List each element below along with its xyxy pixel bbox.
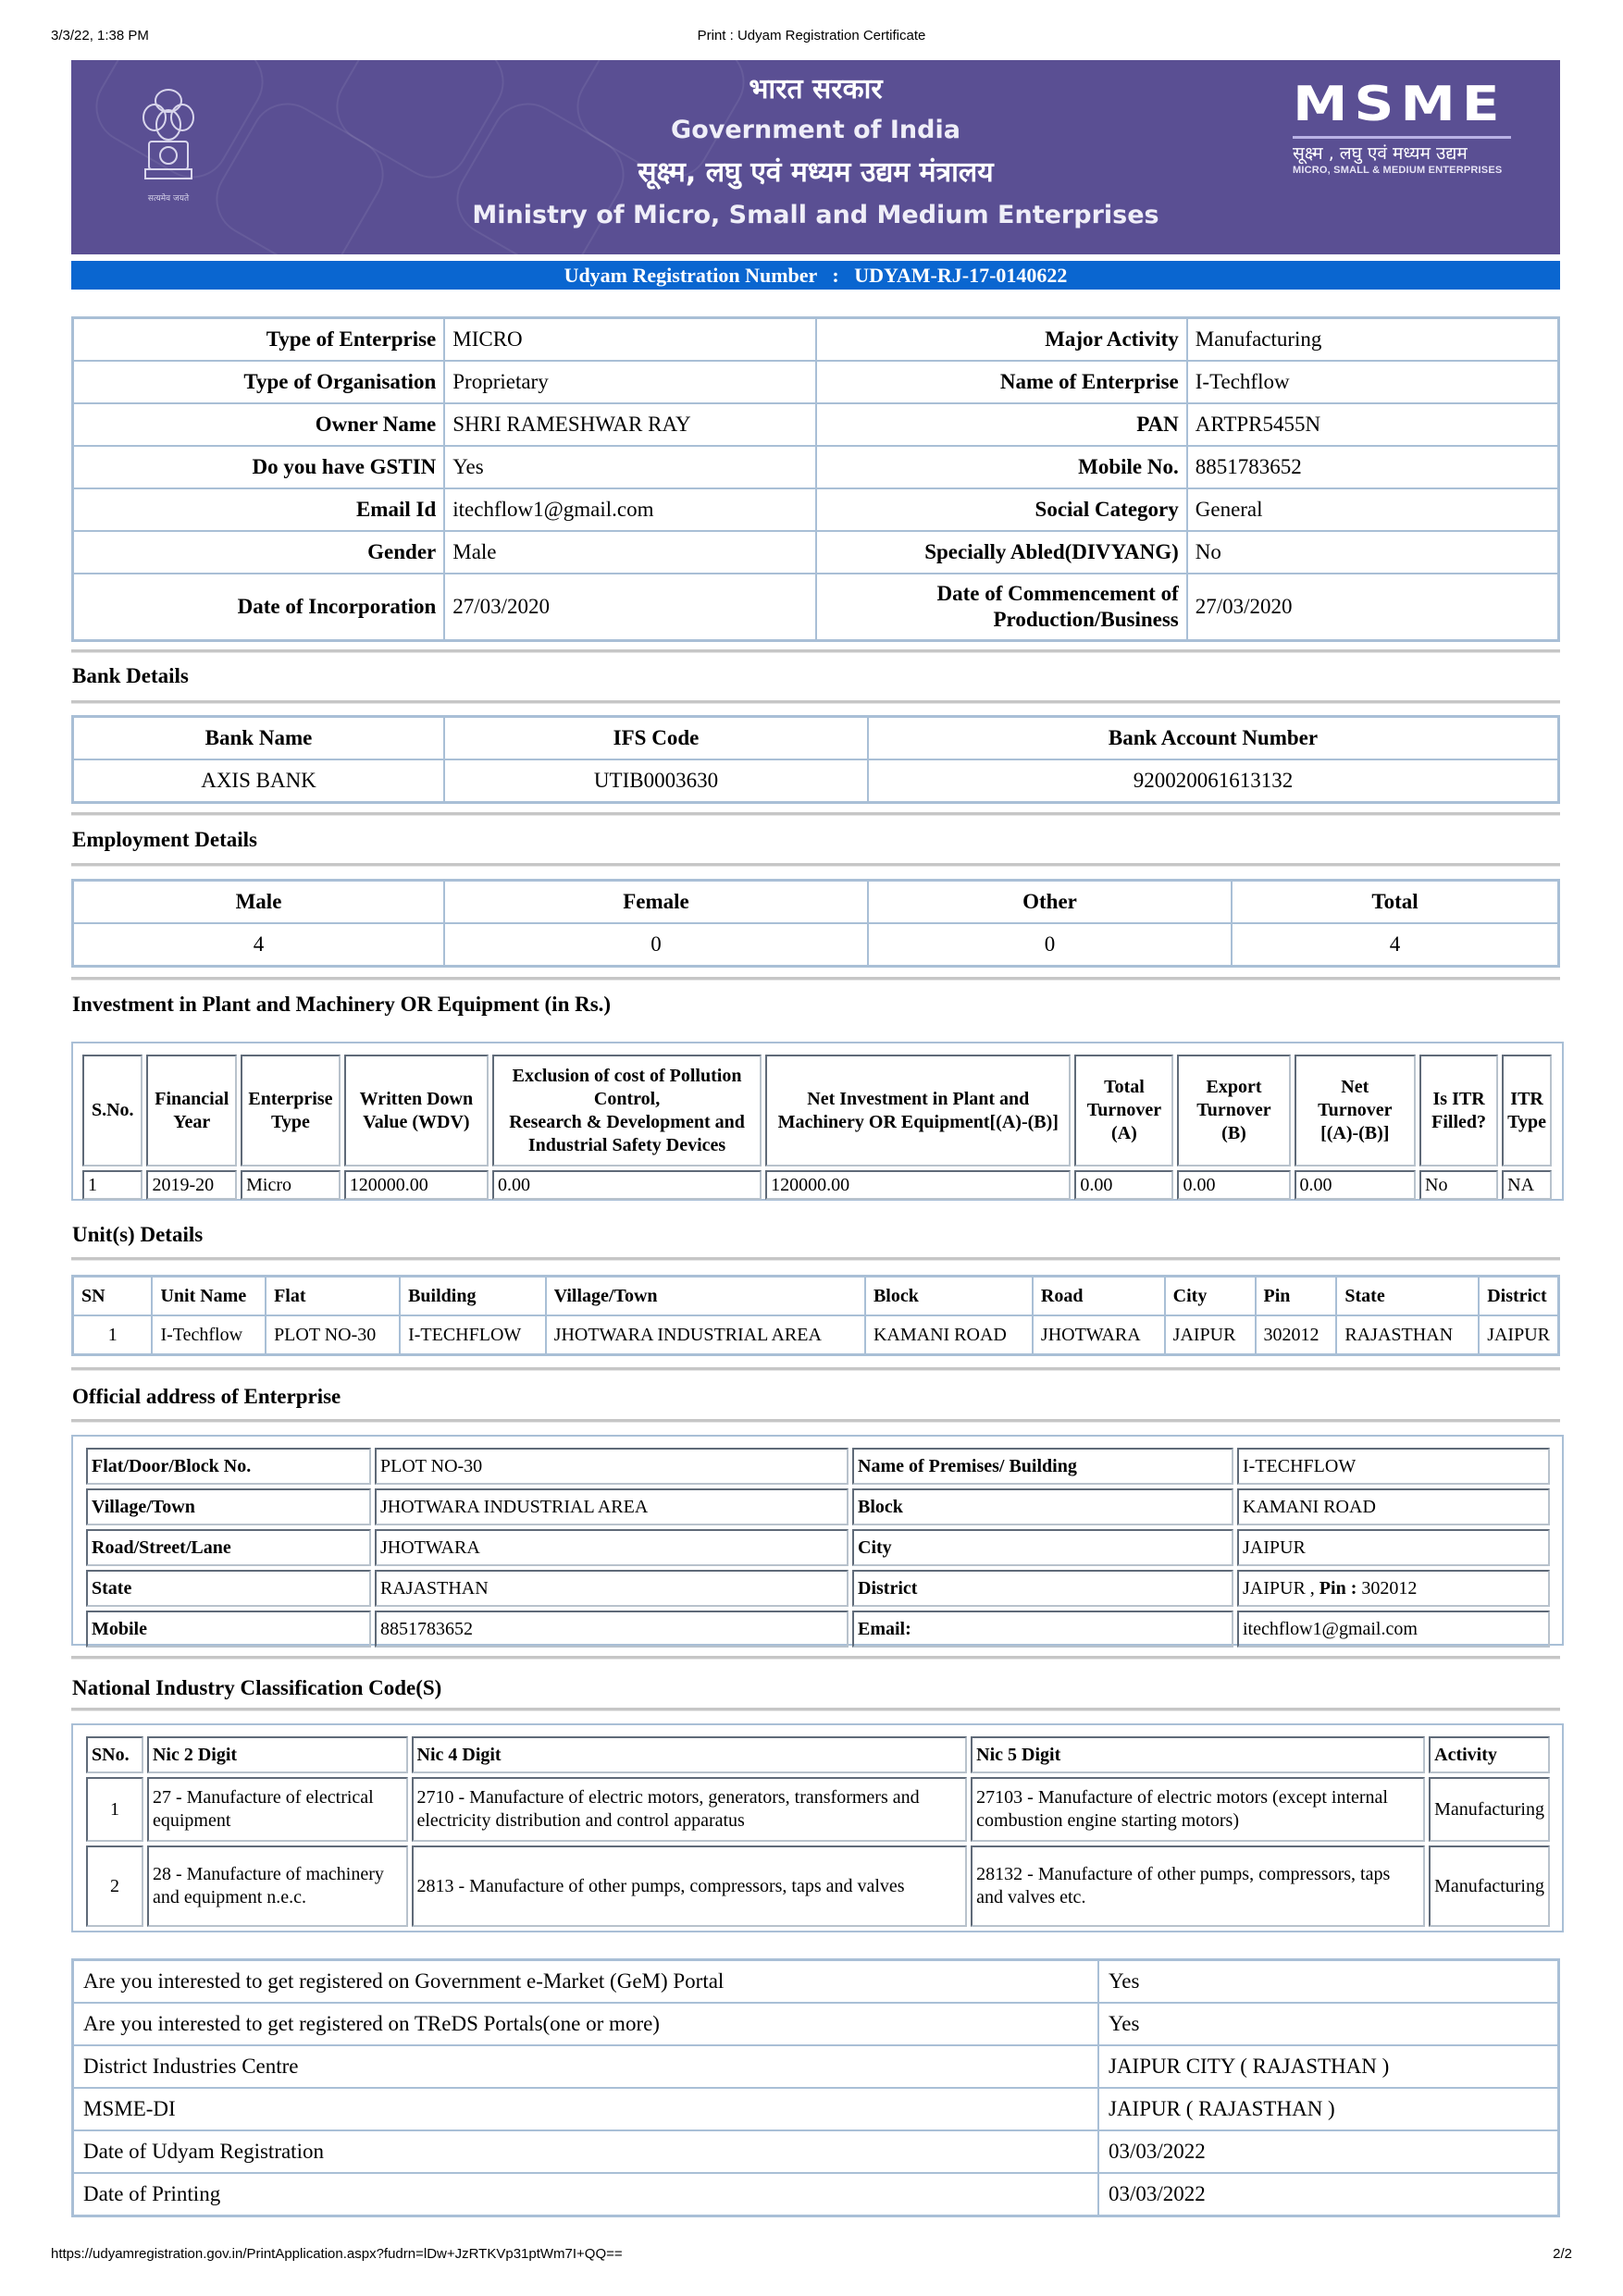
divider	[71, 812, 1560, 816]
table-header-cell: Other	[868, 881, 1232, 923]
msme-logo	[1293, 79, 1515, 176]
table-cell: JAIPUR	[1237, 1529, 1550, 1566]
hindi-government-title: भारत सरकार	[749, 73, 883, 105]
table-cell: 8851783652	[1187, 446, 1558, 488]
table-row	[73, 923, 1558, 966]
table-cell: JHOTWARA INDUSTRIAL AREA	[375, 1488, 849, 1525]
page-url: https://udyamregistration.gov.in/PrintApplication.aspx?fudrn=lDw+JzRTKVp31ptWm7I+QQ==	[51, 2246, 623, 2262]
table-header-cell: Flat	[266, 1277, 400, 1315]
table-cell: Micro	[241, 1170, 341, 1200]
table-header-cell: City	[1165, 1277, 1256, 1315]
table-cell: 2	[86, 1845, 143, 1927]
table-cell: UTIB0003630	[444, 759, 868, 802]
table-cell: 1	[86, 1777, 143, 1842]
table-cell: Date of Commencement of Production/Business	[816, 574, 1187, 640]
table-cell: Flat/Door/Block No.	[86, 1448, 371, 1485]
table-cell: Do you have GSTIN	[73, 446, 444, 488]
table-header-cell: S.No.	[82, 1055, 142, 1167]
table-header-row	[73, 717, 1558, 759]
table-row	[73, 2045, 1558, 2088]
table-row	[73, 403, 1558, 446]
table-cell: 03/03/2022	[1098, 2130, 1558, 2173]
table-header-cell: Road	[1033, 1277, 1165, 1315]
table-cell: State	[86, 1570, 371, 1607]
units-table	[71, 1275, 1560, 1356]
table-cell: 1	[73, 1315, 152, 1354]
table-header-cell: Bank Name	[73, 717, 444, 759]
table-row	[86, 1845, 1550, 1927]
table-cell: 0.00	[1295, 1170, 1416, 1200]
table-cell: Road/Street/Lane	[86, 1529, 371, 1566]
table-cell: 4	[1232, 923, 1558, 966]
table-cell: KAMANI ROAD	[1237, 1488, 1550, 1525]
table-header-cell: Enterprise Type	[241, 1055, 341, 1167]
nic-box	[71, 1723, 1564, 1932]
divider	[71, 649, 1560, 653]
table-cell: 120000.00	[765, 1170, 1071, 1200]
table-cell: District	[852, 1570, 1233, 1607]
table-header-cell: Net Investment in Plant and Machinery OR Equipment[(A)-(B)]	[765, 1055, 1071, 1167]
divider	[71, 1708, 1560, 1711]
svg-text:सत्यमेव जयते: सत्यमेव जयते	[147, 194, 190, 204]
table-cell: 4	[73, 923, 444, 966]
divider	[71, 1367, 1560, 1371]
table-cell: Name of Premises/ Building	[852, 1448, 1233, 1485]
table-cell: Gender	[73, 531, 444, 574]
investment-table	[79, 1051, 1555, 1204]
table-cell: Type of Enterprise	[73, 318, 444, 361]
table-row	[73, 361, 1558, 403]
ministry-title: Ministry of Micro, Small and Medium Enterprises	[472, 201, 1159, 229]
employment-details-heading: Employment Details	[72, 828, 257, 851]
investment-box	[71, 1042, 1564, 1201]
table-cell: I-Techflow	[1187, 361, 1558, 403]
table-cell: JAIPUR , Pin : 302012	[1237, 1570, 1550, 1607]
ministry-banner	[71, 60, 1560, 254]
table-cell: AXIS BANK	[73, 759, 444, 802]
table-header-cell: Block	[865, 1277, 1033, 1315]
table-header-cell: District	[1479, 1277, 1558, 1315]
table-cell: 1	[82, 1170, 142, 1200]
table-header-cell: Unit Name	[152, 1277, 266, 1315]
table-cell: itechflow1@gmail.com	[1237, 1611, 1550, 1648]
table-row	[73, 1315, 1558, 1354]
table-cell: JHOTWARA	[375, 1529, 849, 1566]
table-row	[73, 2173, 1558, 2216]
table-row	[82, 1170, 1552, 1200]
table-cell: PAN	[816, 403, 1187, 446]
table-cell: SHRI RAMESHWAR RAY	[444, 403, 815, 446]
table-cell: 8851783652	[375, 1611, 849, 1648]
table-header-cell: Exclusion of cost of Pollution Control, Research & Development and Industrial Safety Devices	[492, 1055, 762, 1167]
table-cell: 2019-20	[146, 1170, 237, 1200]
table-cell: itechflow1@gmail.com	[444, 488, 815, 531]
table-header-cell: Is ITR Filled?	[1419, 1055, 1498, 1167]
table-cell: Mobile No.	[816, 446, 1187, 488]
table-cell: I-Techflow	[152, 1315, 266, 1354]
table-header-cell: Male	[73, 881, 444, 923]
table-header-cell: Nic 4 Digit	[412, 1736, 968, 1773]
table-cell: I-TECHFLOW	[1237, 1448, 1550, 1485]
table-cell: District Industries Centre	[73, 2045, 1098, 2088]
table-row	[73, 574, 1558, 640]
divider	[71, 1257, 1560, 1261]
table-header-cell: Building	[400, 1277, 546, 1315]
table-cell: 27103 - Manufacture of electric motors (except internal combustion engine starting motors)	[971, 1777, 1425, 1842]
table-header-cell: Bank Account Number	[868, 717, 1558, 759]
official-address-heading: Official address of Enterprise	[72, 1385, 341, 1408]
table-cell: JAIPUR ( RAJASTHAN )	[1098, 2088, 1558, 2130]
table-row	[86, 1570, 1550, 1607]
official-address-table	[82, 1444, 1554, 1651]
hindi-ministry-title: सूक्ष्म, लघु एवं मध्यम उद्यम मंत्रालय	[638, 156, 994, 189]
table-cell: RAJASTHAN	[375, 1570, 849, 1607]
table-cell: Yes	[1098, 2003, 1558, 2045]
print-header	[51, 28, 1572, 48]
msme-hindi-text: सूक्ष्म , लघु एवं मध्यम उद्यम	[1293, 143, 1468, 164]
table-header-row	[73, 1277, 1558, 1315]
table-cell: 0.00	[492, 1170, 762, 1200]
msme-logo-icon: MSME	[1293, 77, 1506, 132]
print-datetime: 3/3/22, 1:38 PM	[51, 28, 149, 43]
table-cell: JAIPUR	[1165, 1315, 1256, 1354]
table-cell: MICRO	[444, 318, 815, 361]
table-cell: NA	[1502, 1170, 1552, 1200]
registration-number: UDYAM-RJ-17-0140622	[854, 264, 1068, 287]
nic-table	[82, 1733, 1554, 1931]
divider	[71, 1419, 1560, 1423]
nic-heading: National Industry Classification Code(S)	[72, 1676, 442, 1699]
table-cell: 920020061613132	[868, 759, 1558, 802]
table-cell: 28132 - Manufacture of other pumps, compressors, taps and valves etc.	[971, 1845, 1425, 1927]
table-cell: MSME-DI	[73, 2088, 1098, 2130]
table-cell: Date of Udyam Registration	[73, 2130, 1098, 2173]
table-cell: Yes	[444, 446, 815, 488]
table-row	[86, 1611, 1550, 1648]
bank-details-heading: Bank Details	[72, 664, 189, 687]
divider	[71, 863, 1560, 867]
table-cell: Social Category	[816, 488, 1187, 531]
table-row	[73, 759, 1558, 802]
registration-summary-table	[71, 1958, 1560, 2217]
table-cell: 2813 - Manufacture of other pumps, compressors, taps and valves	[412, 1845, 968, 1927]
table-cell: Name of Enterprise	[816, 361, 1187, 403]
table-header-cell: SN	[73, 1277, 152, 1315]
table-cell: 2710 - Manufacture of electric motors, generators, transformers and electricity distribution and control apparatus	[412, 1777, 968, 1842]
table-row	[73, 446, 1558, 488]
table-header-cell: Female	[444, 881, 868, 923]
table-cell: Manufacturing	[1429, 1845, 1550, 1927]
table-cell: JAIPUR	[1479, 1315, 1558, 1354]
table-cell: Type of Organisation	[73, 361, 444, 403]
divider	[71, 977, 1560, 981]
table-cell: JAIPUR CITY ( RAJASTHAN )	[1098, 2045, 1558, 2088]
table-cell: 28 - Manufacture of machinery and equipment n.e.c.	[147, 1845, 408, 1927]
table-header-cell: Village/Town	[546, 1277, 865, 1315]
table-row	[86, 1488, 1550, 1525]
official-address-box	[71, 1435, 1564, 1646]
table-header-cell: ITR Type	[1502, 1055, 1552, 1167]
table-cell: 120000.00	[344, 1170, 489, 1200]
table-cell: Date of Printing	[73, 2173, 1098, 2216]
msme-english-text: MICRO, SMALL & MEDIUM ENTERPRISES	[1293, 165, 1503, 176]
table-cell: No	[1419, 1170, 1498, 1200]
table-cell: 302012	[1256, 1315, 1337, 1354]
table-row	[73, 488, 1558, 531]
table-header-row	[73, 881, 1558, 923]
table-cell: Proprietary	[444, 361, 815, 403]
table-header-row	[82, 1055, 1552, 1167]
table-row	[73, 2088, 1558, 2130]
table-cell: Are you interested to get registered on Government e-Market (GeM) Portal	[73, 1960, 1098, 2003]
table-header-cell: Total Turnover (A)	[1074, 1055, 1173, 1167]
table-row	[73, 2130, 1558, 2173]
table-cell: Email Id	[73, 488, 444, 531]
table-header-cell: Financial Year	[146, 1055, 237, 1167]
units-heading: Unit(s) Details	[72, 1223, 204, 1246]
table-cell: JHOTWARA INDUSTRIAL AREA	[546, 1315, 865, 1354]
table-cell: KAMANI ROAD	[865, 1315, 1033, 1354]
table-cell: PLOT NO-30	[266, 1315, 400, 1354]
table-row	[73, 2003, 1558, 2045]
enterprise-details-table	[71, 316, 1560, 642]
table-header-cell: Net Turnover [(A)-(B)]	[1295, 1055, 1416, 1167]
table-header-cell: Export Turnover (B)	[1177, 1055, 1290, 1167]
table-cell: Male	[444, 531, 815, 574]
table-cell: 27/03/2020	[1187, 574, 1558, 640]
table-cell: PLOT NO-30	[375, 1448, 849, 1485]
table-cell: 0.00	[1177, 1170, 1290, 1200]
print-title: Print : Udyam Registration Certificate	[697, 28, 926, 43]
table-header-cell: Written Down Value (WDV)	[344, 1055, 489, 1167]
table-cell: Manufacturing	[1429, 1777, 1550, 1842]
table-cell: Village/Town	[86, 1488, 371, 1525]
table-cell: 0	[444, 923, 868, 966]
investment-heading: Investment in Plant and Machinery OR Equipment (in Rs.)	[72, 993, 612, 1016]
table-header-cell: Activity	[1429, 1736, 1550, 1773]
registration-label: Udyam Registration Number	[564, 264, 817, 287]
table-cell: 03/03/2022	[1098, 2173, 1558, 2216]
table-header-cell: Pin	[1256, 1277, 1337, 1315]
divider	[71, 1656, 1560, 1660]
table-cell: Are you interested to get registered on TReDS Portals(one or more)	[73, 2003, 1098, 2045]
table-cell: RAJASTHAN	[1336, 1315, 1479, 1354]
table-cell: Specially Abled(DIVYANG)	[816, 531, 1187, 574]
table-header-cell: Nic 5 Digit	[971, 1736, 1425, 1773]
table-row	[73, 318, 1558, 361]
table-cell: Email:	[852, 1611, 1233, 1648]
table-cell: 0.00	[1074, 1170, 1173, 1200]
table-row	[73, 1960, 1558, 2003]
table-row	[86, 1529, 1550, 1566]
table-row	[86, 1777, 1550, 1842]
print-footer	[51, 2246, 1572, 2266]
bank-details-table	[71, 715, 1560, 804]
table-header-cell: IFS Code	[444, 717, 868, 759]
table-cell: I-TECHFLOW	[400, 1315, 546, 1354]
table-row	[73, 531, 1558, 574]
table-cell: Yes	[1098, 1960, 1558, 2003]
table-header-cell: SNo.	[86, 1736, 143, 1773]
table-cell: 0	[868, 923, 1232, 966]
table-cell: General	[1187, 488, 1558, 531]
table-cell: No	[1187, 531, 1558, 574]
table-cell: Mobile	[86, 1611, 371, 1648]
table-cell: Manufacturing	[1187, 318, 1558, 361]
table-cell: City	[852, 1529, 1233, 1566]
page-number: 2/2	[1553, 2246, 1572, 2262]
table-cell: Date of Incorporation	[73, 574, 444, 640]
table-cell: Major Activity	[816, 318, 1187, 361]
table-header-cell: Nic 2 Digit	[147, 1736, 408, 1773]
table-header-cell: Total	[1232, 881, 1558, 923]
divider	[71, 700, 1560, 704]
table-row	[86, 1448, 1550, 1485]
government-title: Government of India	[671, 116, 960, 144]
registration-number-bar: Udyam Registration Number : UDYAM-RJ-17-0140622	[71, 261, 1560, 290]
table-cell: 27 - Manufacture of electrical equipment	[147, 1777, 408, 1842]
table-cell: ARTPR5455N	[1187, 403, 1558, 446]
table-cell: JHOTWARA	[1033, 1315, 1165, 1354]
table-cell: 27/03/2020	[444, 574, 815, 640]
table-header-cell: State	[1336, 1277, 1479, 1315]
table-cell: Block	[852, 1488, 1233, 1525]
table-header-row	[86, 1736, 1550, 1773]
table-cell: Owner Name	[73, 403, 444, 446]
employment-details-table	[71, 879, 1560, 968]
